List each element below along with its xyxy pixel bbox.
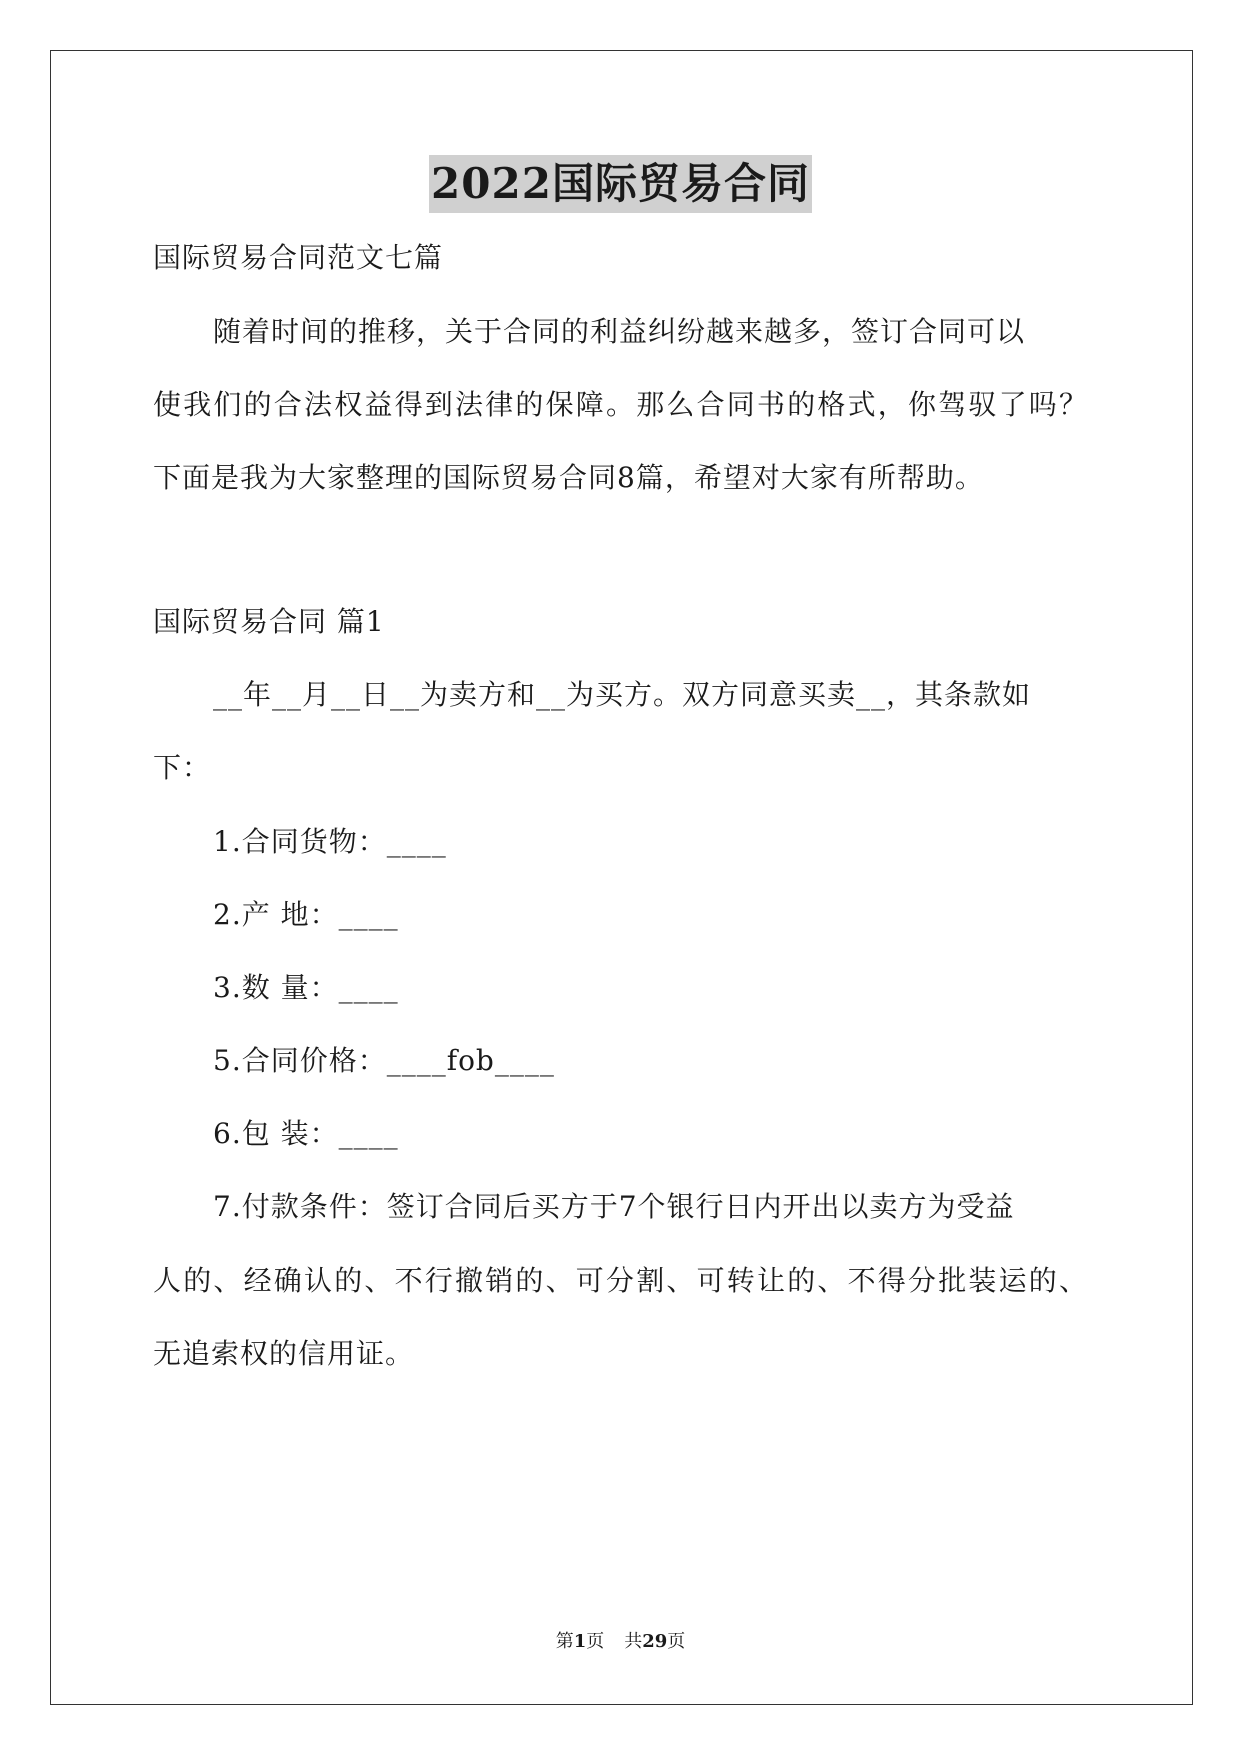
intro-line-2: 使我们的合法权益得到法律的保障。那么合同书的格式，你驾驭了吗？ xyxy=(153,388,1088,421)
item-quantity: 3.数 量：____ xyxy=(213,971,399,1004)
item-origin: 2.产 地：____ xyxy=(213,898,399,931)
item-packing: 6.包 装：____ xyxy=(213,1117,399,1150)
footer-total-pages: 29 xyxy=(642,1631,668,1652)
page-border xyxy=(50,50,1193,1705)
document-subtitle: 国际贸易合同范文七篇 xyxy=(153,241,444,274)
document-title: 2022国际贸易合同 xyxy=(429,155,812,213)
footer-total-unit: 页 xyxy=(667,1631,686,1652)
footer-page-unit: 页 xyxy=(586,1631,605,1652)
payment-line-3: 无追索权的信用证。 xyxy=(153,1337,415,1370)
footer-total-prefix: 共 xyxy=(624,1631,643,1652)
title-container xyxy=(0,155,1241,213)
opening-line-1: __年__月__日__为卖方和__为买方。双方同意买卖__，其条款如 xyxy=(213,678,1032,711)
item-price: 5.合同价格：____fob____ xyxy=(213,1044,555,1077)
payment-line-2: 人的、经确认的、不行撤销的、可分割、可转让的、不得分批装运的、 xyxy=(153,1264,1088,1297)
intro-line-1: 随着时间的推移，关于合同的利益纠纷越来越多，签订合同可以 xyxy=(213,315,1026,348)
payment-line-1: 7.付款条件：签订合同后买方于7个银行日内开出以卖方为受益 xyxy=(213,1190,1015,1223)
intro-line-3: 下面是我为大家整理的国际贸易合同8篇，希望对大家有所帮助。 xyxy=(153,461,984,494)
section-heading: 国际贸易合同 篇1 xyxy=(153,605,385,638)
item-goods: 1.合同货物：____ xyxy=(213,825,447,858)
opening-line-2: 下： xyxy=(153,751,212,784)
page-footer xyxy=(0,1630,1241,1654)
footer-page-number: 1 xyxy=(573,1631,587,1652)
footer-page-prefix: 第 xyxy=(555,1631,574,1652)
